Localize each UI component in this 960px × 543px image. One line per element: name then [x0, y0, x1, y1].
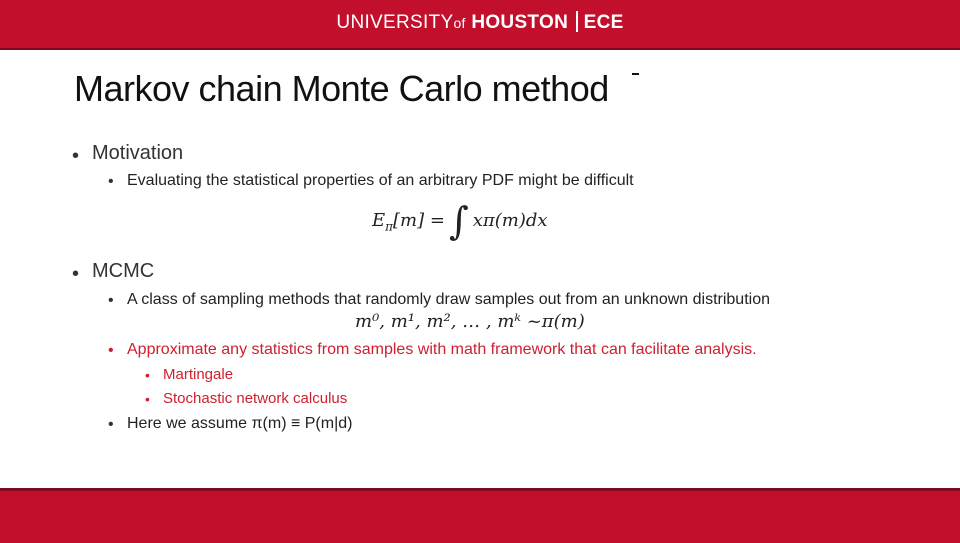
bullet: • — [108, 173, 114, 190]
bullet: • — [108, 292, 114, 309]
bullet: • — [72, 263, 80, 285]
logo-divider — [576, 11, 578, 32]
mcmc-item: A class of sampling methods that randomly draw samples out from an unknown distribution — [127, 291, 770, 308]
mcmc-item-assumption: Here we assume π(m) ≡ P(m|d) — [127, 415, 353, 432]
slide-title: Markov chain Monte Carlo method — [74, 68, 609, 109]
header-band — [0, 0, 960, 50]
university-logo: UNIVERSITYof HOUSTON ECE — [336, 12, 624, 33]
samples-equation: m⁰, m¹, m², … , mᵏ ~π(m) — [355, 311, 585, 332]
bullet: • — [108, 416, 114, 433]
bullet: • — [145, 367, 150, 383]
expectation-equation: $E_\pi[m]$ = ∫ xπ(m)dx — [372, 199, 548, 243]
cursor-mark — [632, 73, 639, 75]
integral-symbol: ∫ — [448, 199, 469, 243]
mcmc-item-highlighted: Approximate any statistics from samples with math framework that can facilitate analysis. — [127, 341, 757, 358]
section-heading-mcmc: MCMC — [92, 260, 155, 282]
footer-band — [0, 488, 960, 543]
sub-item-stochastic-network-calculus: Stochastic network calculus — [163, 390, 348, 407]
sub-item-martingale: Martingale — [163, 366, 234, 383]
motivation-item: Evaluating the statistical properties of an arbitrary PDF might be difficult — [127, 172, 634, 189]
bullet: • — [145, 391, 150, 407]
section-heading-motivation: Motivation — [92, 142, 184, 164]
bullet: • — [72, 145, 80, 167]
bullet: • — [108, 342, 114, 359]
